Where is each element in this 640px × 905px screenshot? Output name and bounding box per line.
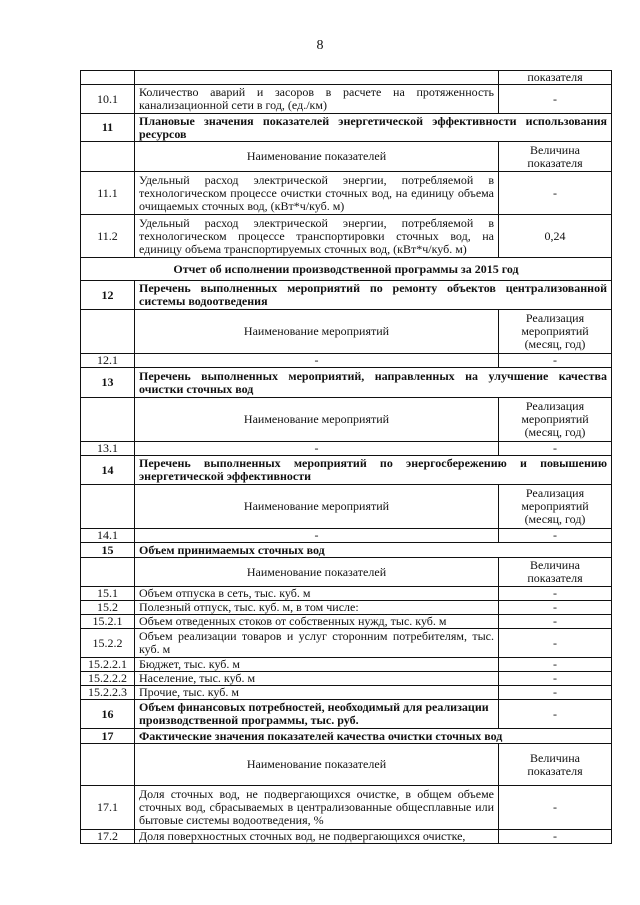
- section-number: 11: [81, 114, 135, 142]
- row-text: Полезный отпуск, тыс. куб. м, в том числе:: [135, 601, 499, 615]
- header-spacer: [81, 558, 135, 587]
- program-table: [80, 70, 612, 844]
- row-number: 17.2: [81, 830, 135, 844]
- section-value: -: [499, 700, 612, 729]
- section-number: 12: [81, 281, 135, 310]
- table-row: [81, 658, 612, 672]
- column-header-name: Наименование мероприятий: [135, 398, 499, 442]
- section-number: 16: [81, 700, 135, 729]
- header-spacer: [81, 744, 135, 786]
- table-row: [81, 615, 612, 629]
- row-text: Объем реализации товаров и услуг сторонним потребителям, тыс. куб. м: [135, 629, 499, 658]
- row-value: -: [499, 615, 612, 629]
- column-header-value: Реализация мероприятий (месяц, год): [499, 310, 612, 354]
- row-text: [135, 71, 499, 85]
- row-text: Объем отпуска в сеть, тыс. куб. м: [135, 587, 499, 601]
- section-number: 13: [81, 368, 135, 398]
- row-text: -: [135, 529, 499, 543]
- row-number: 15.2.2: [81, 629, 135, 658]
- row-value: -: [499, 587, 612, 601]
- row-text: Количество аварий и засоров в расчете на протяженность канализационной сети в год, (ед./км): [135, 85, 499, 114]
- column-header-row: [81, 398, 612, 442]
- row-value: показателя: [499, 71, 612, 85]
- column-header-name: Наименование показателей: [135, 142, 499, 172]
- row-value: -: [499, 601, 612, 615]
- row-value: -: [499, 85, 612, 114]
- report-banner-row: [81, 258, 612, 281]
- section-row: [81, 700, 612, 729]
- row-text: Прочие, тыс. куб. м: [135, 686, 499, 700]
- row-number: 15.2: [81, 601, 135, 615]
- column-header-row: [81, 310, 612, 354]
- row-text: Доля поверхностных сточных вод, не подвергающихся очистке,: [135, 830, 499, 844]
- header-spacer: [81, 310, 135, 354]
- header-spacer: [81, 142, 135, 172]
- header-spacer: [81, 398, 135, 442]
- table-row: [81, 354, 612, 368]
- row-text: Население, тыс. куб. м: [135, 672, 499, 686]
- section-title: Фактические значения показателей качества очистки сточных вод: [135, 729, 612, 744]
- row-text: -: [135, 442, 499, 456]
- section-title: Перечень выполненных мероприятий по энергосбережению и повышению энергетической эффективности: [135, 456, 612, 485]
- table-row: [81, 71, 612, 85]
- table-row: [81, 529, 612, 543]
- column-header-row: [81, 744, 612, 786]
- table-row: [81, 172, 612, 215]
- row-value: -: [499, 354, 612, 368]
- row-text: Бюджет, тыс. куб. м: [135, 658, 499, 672]
- row-number: [81, 71, 135, 85]
- row-number: 13.1: [81, 442, 135, 456]
- table-row: [81, 587, 612, 601]
- row-number: 10.1: [81, 85, 135, 114]
- row-number: 15.2.1: [81, 615, 135, 629]
- row-text: Удельный расход электрической энергии, потребляемой в технологическом процессе очистки сточных вод, на единицу объема очищаемых сточных вод, (кВт*ч/куб. м): [135, 172, 499, 215]
- table-row: [81, 672, 612, 686]
- row-number: 15.2.2.3: [81, 686, 135, 700]
- row-text: Объем отведенных стоков от собственных нужд, тыс. куб. м: [135, 615, 499, 629]
- row-value: 0,24: [499, 215, 612, 258]
- page-number: 8: [316, 38, 324, 53]
- row-number: 15.2.2.2: [81, 672, 135, 686]
- table-row: [81, 786, 612, 830]
- row-value: -: [499, 529, 612, 543]
- section-row: [81, 114, 612, 142]
- column-header-row: [81, 558, 612, 587]
- header-spacer: [81, 485, 135, 529]
- column-header-value: Реализация мероприятий (месяц, год): [499, 398, 612, 442]
- column-header-value: Величина показателя: [499, 744, 612, 786]
- table-row: [81, 629, 612, 658]
- row-value: -: [499, 830, 612, 844]
- row-number: 11.1: [81, 172, 135, 215]
- section-number: 15: [81, 543, 135, 558]
- section-row: [81, 368, 612, 398]
- row-number: 17.1: [81, 786, 135, 830]
- column-header-name: Наименование показателей: [135, 744, 499, 786]
- section-title: Перечень выполненных мероприятий по ремонту объектов централизованной системы водоотведения: [135, 281, 612, 310]
- table-row: [81, 830, 612, 844]
- row-number: 15.1: [81, 587, 135, 601]
- column-header-row: [81, 485, 612, 529]
- column-header-name: Наименование мероприятий: [135, 485, 499, 529]
- table-row: [81, 686, 612, 700]
- row-value: -: [499, 172, 612, 215]
- column-header-row: [81, 142, 612, 172]
- section-title: Объем финансовых потребностей, необходимый для реализации производственной программы, тыс. руб.: [135, 700, 499, 729]
- row-value: -: [499, 672, 612, 686]
- column-header-value: Величина показателя: [499, 558, 612, 587]
- row-text: Удельный расход электрической энергии, потребляемой в технологическом процессе транспортировки сточных вод, на единицу объема транспортируемых сточных вод, (кВт*ч/куб. м): [135, 215, 499, 258]
- section-title: Объем принимаемых сточных вод: [135, 543, 612, 558]
- table-row: [81, 442, 612, 456]
- table-row: [81, 85, 612, 114]
- row-number: 11.2: [81, 215, 135, 258]
- row-value: -: [499, 658, 612, 672]
- column-header-value: Реализация мероприятий (месяц, год): [499, 485, 612, 529]
- row-value: -: [499, 629, 612, 658]
- report-banner: Отчет об исполнении производственной программы за 2015 год: [81, 258, 612, 281]
- row-number: 12.1: [81, 354, 135, 368]
- section-number: 17: [81, 729, 135, 744]
- row-value: -: [499, 786, 612, 830]
- column-header-name: Наименование мероприятий: [135, 310, 499, 354]
- section-row: [81, 729, 612, 744]
- section-row: [81, 456, 612, 485]
- row-value: -: [499, 686, 612, 700]
- row-value: -: [499, 442, 612, 456]
- row-number: 15.2.2.1: [81, 658, 135, 672]
- table-row: [81, 601, 612, 615]
- row-number: 14.1: [81, 529, 135, 543]
- section-number: 14: [81, 456, 135, 485]
- row-text: Доля сточных вод, не подвергающихся очистке, в общем объеме сточных вод, сбрасываемых в централизованные общесплавные или бытовые системы водоотведения, %: [135, 786, 499, 830]
- column-header-value: Величина показателя: [499, 142, 612, 172]
- section-row: [81, 543, 612, 558]
- column-header-name: Наименование показателей: [135, 558, 499, 587]
- row-text: -: [135, 354, 499, 368]
- table-row: [81, 215, 612, 258]
- section-title: Перечень выполненных мероприятий, направленных на улучшение качества очистки сточных вод: [135, 368, 612, 398]
- section-row: [81, 281, 612, 310]
- section-title: Плановые значения показателей энергетической эффективности использования ресурсов: [135, 114, 612, 142]
